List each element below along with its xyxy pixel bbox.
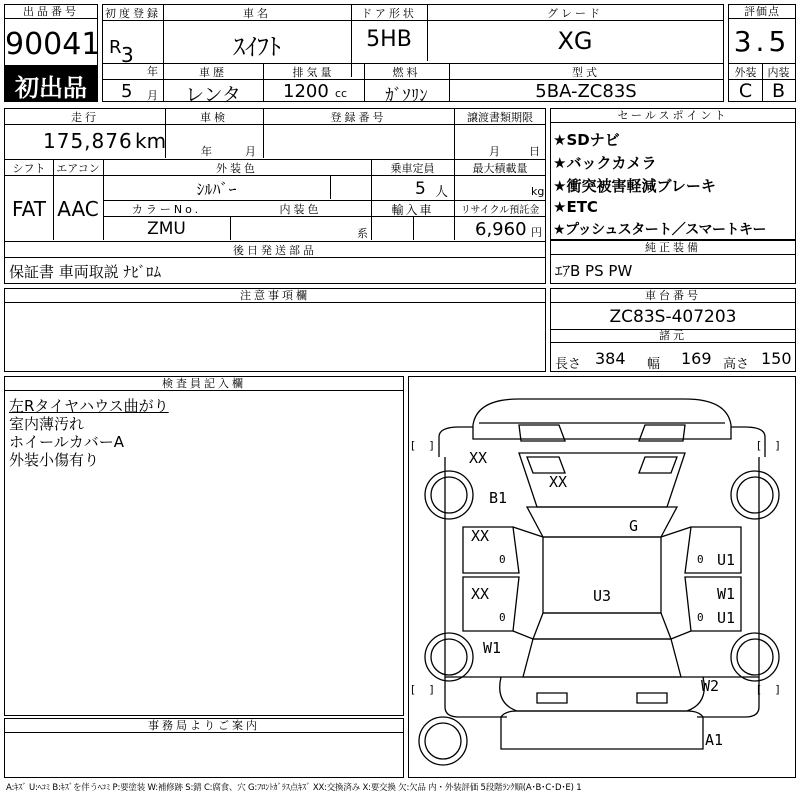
grade: XG	[557, 27, 593, 55]
displacement-unit: cc	[335, 87, 348, 100]
inspector-note: ホイールカバーA	[9, 433, 124, 451]
width-label: 幅	[647, 357, 661, 372]
model-code: 5BA-ZC83S	[535, 81, 637, 102]
bracket-right: [ ]	[757, 439, 780, 452]
color-no: ZMU	[147, 219, 186, 239]
interior-label: 内装	[767, 66, 790, 79]
door-handle-mark: 0	[697, 553, 704, 566]
lot-number: 90041	[5, 27, 101, 62]
specs-box	[4, 108, 546, 284]
height-value: 150	[761, 349, 792, 368]
fuel-label: 燃料	[392, 66, 421, 79]
door-handle-mark: 0	[499, 553, 506, 566]
legend: A:ｷｽﾞ U:ﾍｺﾐ B:ｷｽﾞを伴うﾍｺﾐ P:要塗装 W:補修跡 S:錆 C:腐食、穴 G:ﾌﾛﾝﾄｶﾞﾗｽ点ｷｽﾞ XX:交換済み X:要交換 欠:欠品 内・外装評価 5段階ﾗﾝｸ順(A･B･C･D･E) 1	[6, 783, 582, 793]
sales-point: ★プッシュスタート／スマートキー	[553, 222, 767, 238]
width-value: 169	[681, 349, 712, 368]
sales-points-box	[550, 108, 796, 240]
load-unit: kg	[531, 185, 545, 198]
car-diagram	[408, 376, 796, 778]
damage-mark-front-left-wheel: B1	[489, 489, 508, 507]
month-unit: 月	[147, 89, 158, 102]
inspection-year-unit: 年	[201, 145, 212, 158]
score-box	[728, 4, 796, 102]
int-color-unit: 系	[357, 227, 368, 240]
lot-number-label: 出品番号	[5, 5, 97, 19]
int-color-label: 内装色	[279, 203, 322, 216]
damage-mark-rear-bumper: A1	[705, 731, 724, 749]
first-reg-month: 5	[121, 81, 133, 102]
sales-point: ★ETC	[553, 198, 598, 216]
notes-label: 注意事項欄	[5, 289, 545, 303]
sales-point: ★バックカメラ	[553, 154, 657, 172]
chassis-number: ZC83S-407203	[609, 307, 737, 327]
capacity: 5	[415, 179, 426, 199]
mileage: 175,876	[43, 129, 133, 153]
chassis-box	[550, 288, 796, 372]
mileage-label: 走行	[71, 111, 99, 124]
model-label: 型式	[572, 66, 600, 79]
car-name: ｽｲﾌﾄ	[233, 33, 281, 61]
fuel: ｶﾞｿﾘﾝ	[385, 86, 428, 106]
inspector-note: 室内薄汚れ	[9, 415, 85, 433]
equipment-box	[550, 240, 796, 284]
ext-color: ｼﾙﾊﾞｰ	[196, 180, 237, 199]
damage-mark-right-rear-quarter: W2	[701, 677, 720, 695]
bracket-right: [ ]	[757, 683, 780, 696]
bracket-left: [ ]	[411, 439, 434, 452]
damage-mark-right-rear-door: U1	[717, 609, 736, 627]
transfer-month-unit: 月	[489, 145, 500, 158]
exterior-label: 外装	[734, 66, 757, 79]
first-listing-badge	[4, 66, 98, 102]
sales-point: ★衝突被害軽減ブレーキ	[553, 177, 716, 195]
inspector-box	[4, 376, 404, 716]
first-listing-text: 初出品	[15, 74, 87, 102]
reg-number-label: 登録番号	[330, 111, 387, 124]
inspector-label: 検査員記入欄	[5, 377, 403, 391]
exterior-grade: C	[738, 80, 753, 102]
inspection-month-unit: 月	[245, 145, 256, 158]
later-parts: 保証書 車両取説 ﾅﾋﾞﾛﾑ	[9, 263, 162, 281]
history-label: 車歴	[199, 66, 227, 79]
later-parts-label: 後日発送部品	[233, 244, 317, 257]
damage-mark-left-rear-wheel: W1	[483, 639, 502, 657]
vehicle-header-box	[102, 4, 724, 106]
damage-mark-hood: XX	[549, 473, 568, 491]
damage-mark-left-front-door: XX	[471, 527, 490, 545]
damage-mark-right-rear-door: W1	[717, 585, 736, 603]
inspection-label: 車検	[200, 111, 228, 124]
car-name-label: 車名	[243, 7, 271, 20]
car-history: レンタ	[185, 84, 241, 106]
displacement-label: 排気量	[292, 66, 335, 79]
equipment-value: ｴｱB PS PW	[555, 262, 633, 280]
damage-mark-left-rear-door: XX	[471, 585, 490, 603]
length-label: 長さ	[555, 357, 582, 372]
interior-grade: B	[771, 80, 786, 102]
first-reg-year: 3	[121, 43, 134, 67]
sales-points-label: セールスポイント	[551, 109, 795, 123]
first-reg-label: 初度登録	[105, 7, 161, 20]
shift: FAT	[11, 197, 46, 221]
damage-mark-front-left-fender: XX	[469, 449, 488, 467]
score-value: 3.5	[733, 25, 791, 58]
equipment-label: 純正装備	[551, 240, 795, 255]
ext-color-label: 外装色	[216, 162, 258, 175]
lot-number-box	[4, 4, 101, 66]
door-type: 5HB	[366, 27, 412, 52]
ac: AAC	[57, 197, 99, 221]
ac-label: エアコン	[56, 162, 100, 175]
import-label: 輸入車	[391, 203, 434, 217]
damage-mark-windshield: G	[629, 517, 639, 535]
shift-label: シフト	[12, 162, 46, 175]
recycle-unit: 円	[531, 226, 542, 239]
recycle-fee: 6,960	[475, 219, 527, 240]
capacity-unit: 人	[435, 185, 449, 200]
color-no-label: カラーNo.	[131, 203, 202, 216]
era: R	[109, 37, 122, 58]
dims-label: 諸元	[551, 329, 795, 343]
bracket-left: [ ]	[411, 683, 434, 696]
damage-mark-roof: U3	[593, 587, 612, 605]
displacement: 1200	[283, 81, 329, 102]
score-label: 評価点	[729, 5, 795, 19]
door-handle-mark: 0	[697, 611, 704, 624]
load-label: 最大積載量	[472, 162, 528, 175]
recycle-label: リサイクル預託金	[460, 205, 540, 216]
transfer-day-unit: 日	[529, 145, 540, 158]
transfer-label: 譲渡書類期限	[467, 111, 533, 124]
office-label: 事務局よりご案内	[5, 719, 403, 733]
grade-label: グレード	[547, 7, 603, 20]
door-handle-mark: 0	[499, 611, 506, 624]
inspector-note: 外装小傷有り	[9, 451, 100, 469]
door-label: ドア形状	[361, 7, 417, 20]
mileage-unit: km	[135, 129, 167, 153]
car-outline-drawing	[409, 377, 795, 777]
height-label: 高さ	[723, 357, 750, 372]
year-unit: 年	[147, 65, 158, 78]
chassis-label: 車台番号	[551, 289, 795, 303]
office-box	[4, 718, 404, 778]
notes-box	[4, 288, 546, 372]
damage-mark-right-front-door: U1	[717, 551, 736, 569]
inspector-note: 左Rタイヤハウス曲がり	[9, 397, 169, 415]
capacity-label: 乗車定員	[390, 162, 435, 175]
length-value: 384	[595, 349, 626, 368]
sales-point: ★SDナビ	[553, 131, 620, 149]
